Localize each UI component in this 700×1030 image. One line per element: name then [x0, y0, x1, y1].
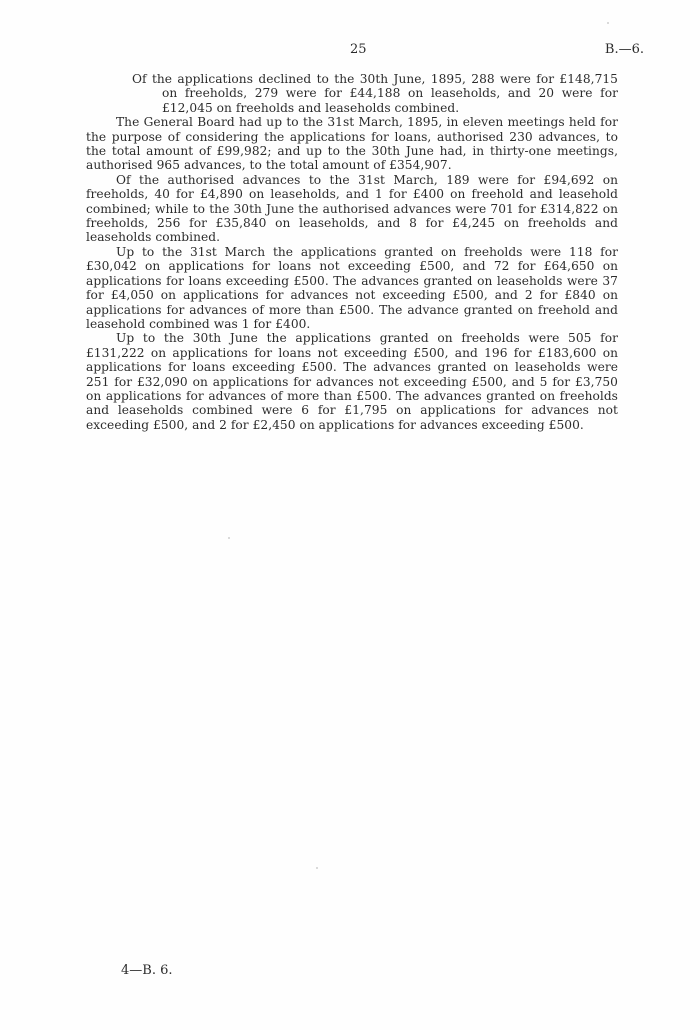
body-text	[86, 72, 618, 432]
paragraph-granted-to-june: Up to the 30th June the applications granted on freeholds were 505 for £131,222 on applications for loans not exceeding £500, and 196 for £183,600 on applications for loans exceeding £500. The advances granted on leaseholds were 251 for £32,090 on applications for advances not exceeding £500, and 5 for £3,750 on applications for advances of more than £500. The advances granted on freeholds and leaseholds combined were 6 for £1,795 on applications for advances not exceeding £500, and 2 for £2,450 on applications for advances exceeding £500.	[86, 331, 618, 432]
scan-speck	[607, 22, 609, 24]
paragraph-granted-to-march: Up to the 31st March the applications granted on freeholds were 118 for £30,042 on applications for loans not exceeding £500, and 72 for £64,650 on applications for loans exceeding £500. The advances granted on leaseholds were 37 for £4,050 on applications for advances not exceeding £500, and 2 for £840 on applications for advances of more than £500. The advance granted on freehold and leasehold combined was 1 for £400.	[86, 244, 618, 331]
page-header	[0, 42, 700, 60]
page-footer-signature: 4—B. 6.	[121, 963, 173, 978]
document-reference: B.—6.	[604, 42, 644, 57]
paragraph-declined-applications: Of the applications declined to the 30th June, 1895, 288 were for £148,715 on freeholds, 279 were for £44,188 on leaseholds, and 20 were for £12,045 on freeholds and leaseholds combined.	[132, 72, 618, 115]
paragraph-general-board-meetings: The General Board had up to the 31st March, 1895, in eleven meetings held for the purpose of considering the applications for loans, authorised 230 advances, to the total amount of £99,982; and up to the 30th June had, in thirty-one meetings, authorised 965 advances, to the total amount of £354,907.	[86, 115, 618, 173]
page-number: 25	[350, 42, 367, 57]
scan-speck	[316, 867, 318, 869]
scan-speck	[228, 537, 230, 539]
paragraph-authorised-advances: Of the authorised advances to the 31st March, 189 were for £94,692 on freeholds, 40 for £4,890 on leaseholds, and 1 for £400 on freehold and leasehold combined; while to the 30th June the authorised advances were 701 for £314,822 on freeholds, 256 for £35,840 on leaseholds, and 8 for £4,245 on freeholds and leaseholds combined.	[86, 172, 618, 245]
